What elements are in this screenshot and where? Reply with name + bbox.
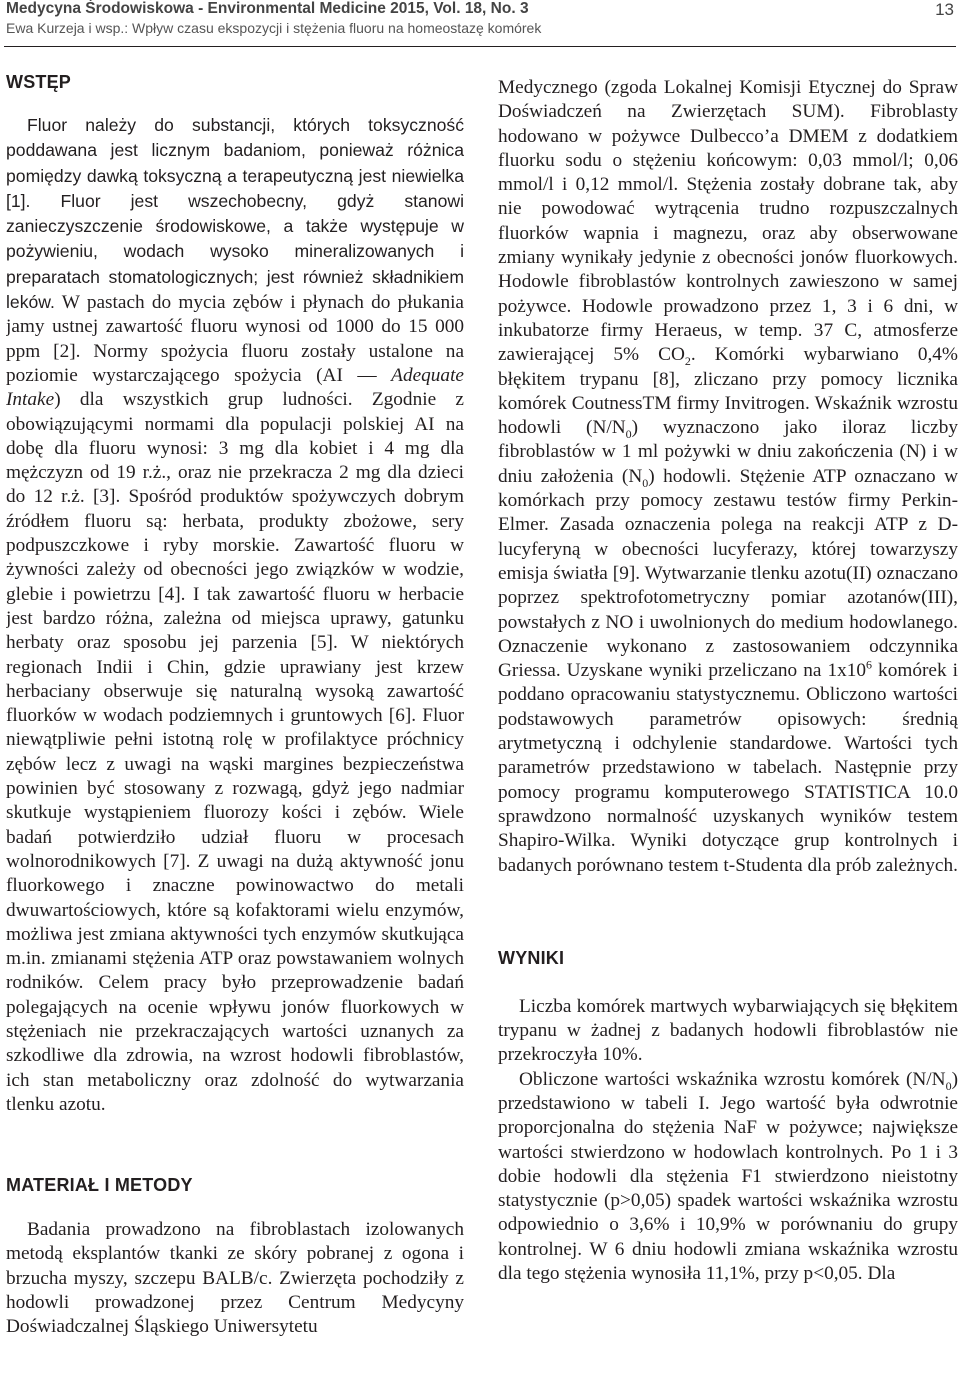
n0-subscript-3: 0 — [945, 1078, 952, 1093]
n0-subscript: 0 — [625, 427, 632, 442]
co2-subscript: 2 — [684, 354, 691, 369]
page-number: 13 — [935, 0, 954, 19]
right-column — [498, 72, 958, 1397]
running-header — [6, 0, 954, 48]
exponent-superscript: 6 — [866, 657, 873, 672]
left-column — [6, 72, 464, 1397]
results-text-a: Obliczone wartości wskaźnika wzrostu komórek (N/N — [519, 1068, 946, 1090]
methods-text-a: Medycznego (zgoda Lokalnej Komisji Etycznej do Spraw Doświadczeń na Zwierzętach SUM). Fibroblasty hodowano w pożywce Dulbecco’a DMEM z dodatkiem fluorku sodu o stężeniu końcowym: 0,03 mmol/l; 0,06 mmol/l i 0,12 mmol/l. Stężenia zostały dobrane tak, aby nie powodować wytrącenia trudno rozpuszczalnych fluorków wapnia i magnezu, oraz aby obserwowane zmiany wynikały jedynie z obecności jonów fluorkowych. Hodowle fibroblastów kontrolnych zawieszono w samej pożywce. Hodowle prowadzono przez 1, 3 i 6 dni, w inkubatorze firmy Heraeus, w temp. 37 C, atmosferze zawierającej 5% CO — [498, 77, 958, 366]
methods-text-c: ) wyznaczono jako iloraz liczby fibroblastów w 1 ml pożywki w dniu zakończenia (N) i w dniu założenia (N — [498, 417, 958, 487]
running-title: Ewa Kurzeja i wsp.: Wpływ czasu ekspozycji i stężenia fluoru na homeostazę komórek — [6, 20, 542, 36]
intro-italic-term: Adequate Intake — [6, 364, 464, 411]
intro-text-b: W pastach do mycia zębów i płynach do płukania jamy ustnej zawartość fluoru wynosi od 1000 do 15 000 ppm [2]. Normy spożycia fluoru zostały ustalone na poziomie wystarczającego spożycia (AI — — [6, 292, 464, 386]
intro-paragraph — [6, 113, 464, 1117]
results-paragraph-2 — [498, 1068, 958, 1287]
n0-subscript-2: 0 — [642, 475, 649, 490]
results-paragraph-1: Liczba komórek martwych wybarwiających się błękitem trypanu w żadnej z badanych hodowli fibroblastów nie przekroczyła 10%. — [498, 995, 958, 1066]
journal-title: Medycyna Środowiskowa - Environmental Medicine 2015, Vol. 18, No. 3 — [6, 0, 529, 17]
methods-text-d: ) hodowli. Stężenie ATP oznaczano w komórkach przy pomocy zestawu testów firmy Perkin-Elmer. Zasada oznaczenia polega na reakcji ATP z D-lucyferyną w obecności lucyferazy, której towarzyszy emisja światła [9]. Wytwarzanie tlenku azotu(II) oznaczano poprzez spektrofotometryczny pomiar azotanów(III), powstałych z NO i uwolnionych do medium hodowlanego. Oznaczenie wykonano z zastosowaniem odczynnika Griessa. Uzyskane wyniki przeliczano na 1x10 — [498, 465, 958, 682]
methods-paragraph: Badania prowadzono na fibroblastach izolowanych metodą eksplantów tkanki ze skóry pobranej z ogona i brzucha myszy, szczepu BALB/c. Zwierzęta pochodziły z hodowli prowadzonej przez Centrum Medycyny Doświadczalnej Śląskiego Uniwersytetu — [6, 1219, 464, 1338]
results-text-b: ) przedstawiono w tabeli I. Jego wartość była odwrotnie proporcjonalna do stężenia NaF w pożywce; największe wartości stwierdzono w hodowlach kontrolnych. Po 1 i 3 dobie hodowli dla stężenia F1 stwierdzono nieistotny statystycznie (p>0,05) spadek wartości wskaźnika wzrostu odpowiednio o 3,6% i 10,9% w porównaniu do grupy kontrolnej. W 6 dniu hodowli zmiana wskaźnika wzrostu dla tego stężenia wynosiła 11,1%, przy p<0,05. Dla — [498, 1068, 958, 1285]
methods-text-e: komórek i poddano opracowaniu statystycznemu. Obliczono wartości podstawowych parametrów opisowych: średnią arytmetyczną i odchylenie standardowe. Wartości tych parametrów przedstawiono w tabelach. Następnie przy pomocy programu komputerowego STATISTICA 10.0 sprawdzono normalność uzyskanych wyników testem Shapiro-Wilka. Wyniki dotyczące grup kontrolnych i badanych porównano testem t-Studenta dla prób zależnych. — [498, 660, 958, 876]
intro-sans-text: Fluor należy do substancji, których toksyczność poddawana jest licznym badaniom, ponieważ różnica pomiędzy dawką toksyczną a terapeutyczną jest niewielka [1]. Fluor jest wszechobecny, gdyż stanowi zanieczyszczenie środowiskowe, a także występuje w pożywieniu, wodach wysoko mineralizowanych i preparatach stomatologicznych; jest również składnikiem leków. — [6, 115, 464, 313]
methods-continuation-paragraph — [498, 76, 958, 878]
methods-text-b: . Komórki wybarwiano 0,4% błękitem trypanu [8], zliczano przy pomocy licznika komórek CoutnessTM firmy Invitrogen. Wskaźnik wzrostu hodowli (N/N — [498, 344, 958, 439]
section-heading-methods: MATERIAŁ I METODY — [6, 1175, 193, 1196]
header-divider — [4, 46, 956, 47]
intro-text-c: ) dla wszystkich grup ludności. Zgodnie z obowiązującymi normami dla populacji polskiej AI na dobę dla fluoru wynosi: 3 mg dla kobiet i 4 mg dla mężczyzn od 19 r.ż., oraz nie przekracza 2 mg dla dzieci do 12 r.ż. [3]. Spośród produktów spożywczych dobrym źródłem fluoru są: herbata, produkty zbożowe, sery podpuszczkowe i ryby morskie. Zawartość fluoru w żywności zależy od obecności jego związków w wodzie, glebie i powietrzu [4]. I tak zawartość fluoru w herbacie jest bardzo różna, zależna od miejsca uprawy, gatunku herbaty oraz sposobu jej parzenia [5]. W niektórych regionach Indii i Chin, gdzie uprawiany jest krzew herbaciany obserwuje się naturalną wysoką zawartość fluorków w wodach podziemnych i gruntowych [6]. Fluor niewątpliwie pełni istotną rolę w profilaktyce próchnicy zębów lecz z uwagi na wąski margines bezpieczeństwa powinien być stosowany z rozwagą, gdyż jego nadmiar skutkuje wystąpieniem fluorozy kości i zębów. Wiele badań potwierdziło udział fluoru w procesach wolnorodnikowych [7]. Z uwagi na dużą aktywność jonu fluorkowego i znaczne powinowactwo do metali dwuwartościowych, które są kofaktorami wielu enzymów, możliwa jest zmiana aktywności tych enzymów skutkująca m.in. zmianami stężenia ATP oraz powstawaniem wolnych rodników. Celem pracy było przeprowadzenie badań polegających na ocenie wpływu jonów fluorkowych w stężeniach nie przekraczających wartości uznanych za szkodliwe dla zdrowia, na wzrost hodowli fibroblastów, ich stan metaboliczny oraz zdolność do wytwarzania tlenku azotu. — [6, 389, 464, 1115]
section-heading-intro: WSTĘP — [6, 72, 72, 92]
section-heading-results: WYNIKI — [498, 947, 565, 968]
